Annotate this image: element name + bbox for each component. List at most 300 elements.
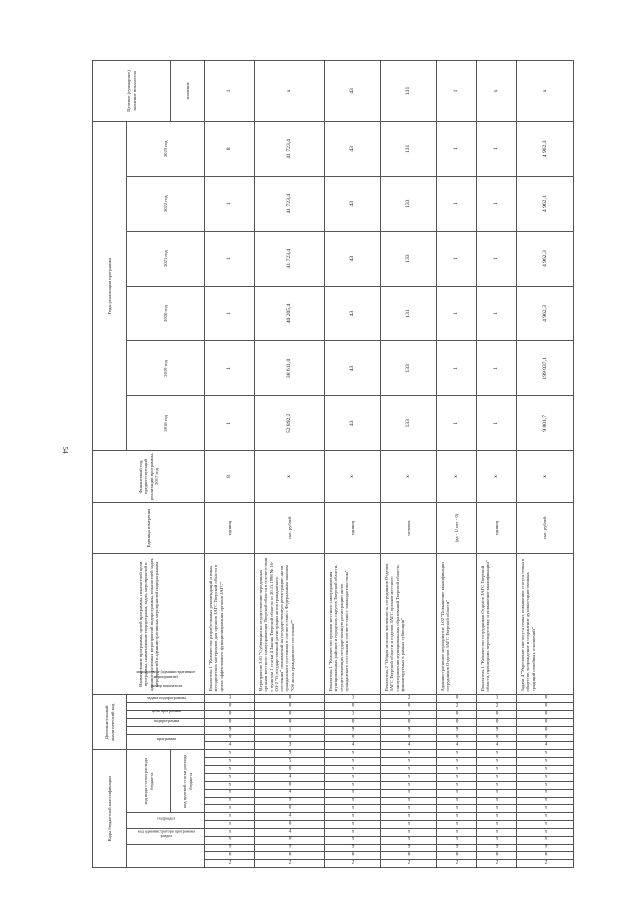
code-digit: 0 (544, 710, 547, 717)
year-value-cell: 1 (205, 231, 255, 286)
code-digit: 0 (495, 710, 499, 717)
code-cell (325, 821, 381, 829)
code-digit: x (544, 781, 547, 788)
code-digit: 0 (288, 734, 292, 741)
code-digit: 0 (407, 734, 411, 741)
code-digit: 9 (288, 843, 292, 850)
year-value-cell: 131 (381, 286, 437, 341)
code-cell (517, 711, 574, 719)
table-row (325, 61, 381, 868)
code-digit: x (544, 836, 547, 843)
program-code-group-header: Дополнительный аналитический код (93, 695, 127, 750)
year-value-cell: 41 723,4 (255, 121, 325, 176)
code-cell (255, 844, 325, 852)
code-digit: 9 (351, 726, 355, 733)
code-cell (325, 695, 381, 703)
code-cell (205, 821, 255, 829)
code-digit: x (544, 820, 547, 827)
code-cell (477, 711, 517, 719)
code-cell (517, 813, 574, 821)
year-value-cell: 1 (205, 286, 255, 341)
code-cell (437, 703, 477, 711)
code-digit: 0 (288, 718, 292, 725)
code-digit: x (351, 828, 355, 835)
code-digit: x (544, 765, 547, 772)
code-cell (255, 852, 325, 860)
code-cell (205, 781, 255, 789)
code-cell (381, 813, 437, 821)
code-cell (205, 695, 255, 703)
code-cell (477, 695, 517, 703)
year-value-cell: 43 (325, 341, 381, 396)
code-cell (205, 797, 255, 805)
year-value-cell: 1 (437, 121, 477, 176)
base-year-cell: 8 (205, 451, 255, 503)
subprogram-header: подпрограмма (127, 726, 205, 734)
code-cell (205, 742, 255, 750)
code-cell (381, 758, 437, 766)
code-digit: x (544, 789, 547, 796)
code-cell (205, 828, 255, 836)
target-value-cell: 1 (437, 61, 477, 122)
row-name-cell: Показатель 1 "Количество сотрудников Отделов ЗАГС Тверской области, прошедших переподготовку и повышение квалификации" (477, 554, 517, 695)
code-cell (205, 774, 255, 782)
year-2018-header: 2018 год (127, 396, 205, 451)
year-value-cell: 1 (477, 286, 517, 341)
code-digit: x (544, 773, 547, 780)
code-cell (255, 695, 325, 703)
subsection-header: подраздел (127, 813, 205, 829)
page-number: 54 (61, 446, 69, 454)
code-digit: x (351, 781, 355, 788)
base-year-cell: x (517, 451, 574, 503)
code-cell (381, 821, 437, 829)
code-digit: x (495, 836, 499, 843)
code-digit: 6 (495, 851, 499, 858)
code-cell (255, 703, 325, 711)
code-digit: 4 (407, 741, 411, 748)
code-cell (517, 742, 574, 750)
code-cell (325, 758, 381, 766)
target-value-cell: 1 (205, 61, 255, 122)
code-digit: 1 (495, 694, 499, 701)
code-cell (437, 711, 477, 719)
code-cell (205, 805, 255, 813)
code-cell (381, 860, 437, 868)
code-cell (477, 860, 517, 868)
year-value-cell: 4 962,3 (517, 121, 574, 176)
code-cell (517, 774, 574, 782)
code-digit: 4 (288, 773, 292, 780)
code-cell (381, 844, 437, 852)
code-digit: x (228, 781, 232, 788)
code-digit: x (495, 781, 499, 788)
measure-header: мероприятие (административное мероприятие) (127, 703, 205, 711)
code-digit: 0 (351, 734, 355, 741)
code-digit: 1 (351, 710, 355, 717)
code-digit: 9 (407, 843, 411, 850)
code-cell (205, 852, 255, 860)
year-value-cell: 43 (325, 286, 381, 341)
table-row (381, 61, 437, 868)
year-value-cell: 4 962,3 (517, 286, 574, 341)
code-cell (205, 703, 255, 711)
code-cell (517, 797, 574, 805)
code-cell (477, 781, 517, 789)
code-digit: x (351, 812, 355, 819)
unit-cell: единиц (205, 502, 255, 554)
code-digit: 9 (228, 726, 232, 733)
code-digit: x (407, 773, 411, 780)
code-digit: 2 (544, 859, 547, 866)
code-digit: x (351, 804, 355, 811)
code-digit: x (407, 828, 411, 835)
year-value-cell: 9 801,7 (517, 396, 574, 451)
code-digit: 4 (495, 741, 499, 748)
table-row (205, 61, 255, 868)
program-header: программа (127, 734, 205, 750)
codes-group-header: Коды бюджетной классификации (93, 750, 127, 868)
code-cell (437, 813, 477, 821)
code-digit: x (228, 765, 232, 772)
code-digit: x (455, 796, 459, 803)
task-header: задача подпрограммы (127, 711, 205, 719)
year-value-cell: 1 (205, 396, 255, 451)
code-cell (517, 821, 574, 829)
code-digit: x (407, 749, 411, 756)
code-cell (205, 726, 255, 734)
code-digit: 9 (351, 843, 355, 850)
code-digit: x (228, 796, 232, 803)
code-digit: x (455, 757, 459, 764)
goal-header: цель программы (127, 719, 205, 727)
code-digit: x (228, 820, 232, 827)
code-cell (325, 828, 381, 836)
code-cell (381, 828, 437, 836)
code-cell (325, 766, 381, 774)
row-name-cell: Мероприятие 3.01 "Субвенции на осуществление переданных органам местного самоуправления Тверской области в соответствии с пунктом 1 статьи 4 Закона Тверской области от 20.11.1998 № 16-ОЗ-2 "О государственной регистрации актов гражданского состояния" полномочий на государственную регистрацию актов гражданского состояния в соответствии с Федеральным законом "Об актах гражданского состояния"" (255, 554, 325, 695)
code-digit: 2 (495, 859, 499, 866)
code-digit: 1 (407, 710, 411, 717)
code-cell (381, 781, 437, 789)
code-cell (437, 797, 477, 805)
code-digit: x (495, 773, 499, 780)
code-digit: x (455, 789, 459, 796)
code-cell (255, 766, 325, 774)
row-name-cell: Задача 4 "Укрепление института семьи, повышение статуса семьи в обществе, возрождение и сохранение духовно-нравственных традиций семейных отношений" (517, 554, 574, 695)
table-row (255, 61, 325, 868)
row-name-cell: Показатель 1 "Количество разработанных рекомендаций и иных методических материалов для органов ЗАГС Тверской области в целях эффективного функционирования органов ЗАГС" (205, 554, 255, 695)
code-digit: 4 (351, 741, 355, 748)
year-2022-header: 2022 год (127, 176, 205, 231)
code-digit: 0 (228, 702, 232, 709)
code-digit: 9 (544, 843, 547, 850)
code-digit: x (351, 757, 355, 764)
code-cell (325, 742, 381, 750)
indicator-number-header: номер показателя (127, 695, 205, 703)
base-year-cell: x (255, 451, 325, 503)
code-digit: x (407, 781, 411, 788)
code-digit: 0 (351, 718, 355, 725)
unit-cell: тыс. рублей (517, 502, 574, 554)
code-digit: x (351, 765, 355, 772)
code-cell (255, 828, 325, 836)
code-cell (255, 860, 325, 868)
code-cell (437, 726, 477, 734)
code-digit: 2 (407, 859, 411, 866)
code-cell (437, 821, 477, 829)
code-cell (477, 821, 517, 829)
year-value-cell: 1 (205, 341, 255, 396)
code-digit: x (455, 828, 459, 835)
code-digit: 4 (544, 741, 547, 748)
code-digit: 6 (288, 851, 292, 858)
code-digit: 1 (288, 726, 292, 733)
code-cell (205, 711, 255, 719)
code-cell (477, 719, 517, 727)
table-row (517, 61, 574, 868)
base-year-cell: x (325, 451, 381, 503)
budget-table (92, 60, 574, 868)
code-cell (381, 766, 437, 774)
code-digit: x (455, 836, 459, 843)
code-digit: 9 (495, 726, 499, 733)
code-cell (205, 844, 255, 852)
code-digit: x (495, 757, 499, 764)
target-value-header: Целевое (суммарное) значение показателя (93, 61, 171, 122)
code-digit: x (495, 820, 499, 827)
code-digit: x (455, 781, 459, 788)
target-value-cell: 43 (325, 61, 381, 122)
code-cell (517, 719, 574, 727)
target-article-code-header: код целевой статьи расхода бюджета (171, 750, 205, 813)
code-digit: x (455, 765, 459, 772)
code-cell (325, 852, 381, 860)
base-year-cell: x (381, 451, 437, 503)
year-value-cell: 8 (205, 121, 255, 176)
code-cell (255, 750, 325, 758)
code-digit: x (544, 749, 547, 756)
code-digit: x (495, 828, 499, 835)
code-digit: x (407, 796, 411, 803)
code-cell (477, 703, 517, 711)
code-digit: x (351, 820, 355, 827)
code-digit: x (228, 812, 232, 819)
code-cell (437, 766, 477, 774)
code-digit: 6 (228, 851, 232, 858)
code-cell (255, 711, 325, 719)
code-digit: x (495, 789, 499, 796)
table-row (437, 61, 477, 868)
year-value-cell: 52 892,2 (255, 396, 325, 451)
code-cell (517, 750, 574, 758)
code-digit: x (455, 773, 459, 780)
code-digit: 0 (455, 734, 459, 741)
code-digit: 2 (288, 859, 292, 866)
code-digit: x (407, 804, 411, 811)
code-digit: x (495, 765, 499, 772)
code-cell (325, 719, 381, 727)
code-digit: 0 (288, 820, 292, 827)
code-cell (477, 813, 517, 821)
code-digit: 9 (455, 726, 459, 733)
code-digit: 0 (288, 702, 292, 709)
base-year-cell: x (437, 451, 477, 503)
code-digit: 0 (495, 718, 499, 725)
code-digit: x (228, 789, 232, 796)
year-value-cell: 41 723,4 (255, 176, 325, 231)
unit-cell: единиц (325, 502, 381, 554)
year-value-cell: 1 (437, 286, 477, 341)
code-cell (477, 774, 517, 782)
target-value-cell: x (517, 61, 574, 122)
code-digit: x (455, 820, 459, 827)
year-value-cell: 43 (325, 176, 381, 231)
code-cell (517, 828, 574, 836)
target-value-cell: 131 (381, 61, 437, 122)
code-cell (517, 758, 574, 766)
code-cell (325, 774, 381, 782)
code-cell (255, 805, 325, 813)
code-cell (255, 813, 325, 821)
code-cell (381, 742, 437, 750)
code-digit: x (495, 804, 499, 811)
code-cell (205, 766, 255, 774)
unit-cell: тыс. рублей (255, 502, 325, 554)
code-cell (381, 695, 437, 703)
code-digit: 9 (455, 843, 459, 850)
year-value-cell: 43 (325, 396, 381, 451)
code-cell (205, 860, 255, 868)
year-value-cell: 1 (477, 176, 517, 231)
code-digit: 4 (455, 741, 459, 748)
code-cell (255, 821, 325, 829)
code-digit: 5 (288, 757, 292, 764)
code-cell (477, 844, 517, 852)
code-digit: 9 (407, 726, 411, 733)
year-value-cell: 4 962,1 (517, 176, 574, 231)
code-cell (325, 860, 381, 868)
year-value-cell: 4 962,3 (517, 231, 574, 286)
unit-cell: человек (381, 502, 437, 554)
code-digit: 0 (544, 694, 547, 701)
code-cell (517, 860, 574, 868)
years-group-header: Годы реализации программы (93, 121, 127, 450)
code-cell (477, 750, 517, 758)
code-cell (477, 726, 517, 734)
code-digit: 0 (544, 734, 547, 741)
code-cell (255, 742, 325, 750)
code-digit: 9 (288, 796, 292, 803)
code-cell (517, 805, 574, 813)
code-cell (325, 805, 381, 813)
code-digit: x (455, 804, 459, 811)
code-cell (205, 719, 255, 727)
row-name-cell: Административное мероприятие 1.02 "Повышение квалификации сотрудников Отделов ЗАГС Тверской области" (437, 554, 477, 695)
code-cell (381, 750, 437, 758)
unit-cell: (да - 1/ нет - 0) (437, 502, 477, 554)
code-cell (477, 805, 517, 813)
year-value-cell: 1 (477, 231, 517, 286)
year-value-cell: 1 (477, 341, 517, 396)
table-row (477, 61, 517, 868)
code-digit: x (407, 812, 411, 819)
code-cell (255, 774, 325, 782)
code-cell (205, 813, 255, 821)
code-digit: 6 (351, 851, 355, 858)
code-digit: x (228, 773, 232, 780)
code-digit: x (228, 828, 232, 835)
code-cell (255, 781, 325, 789)
year-value-cell: 38 611,0 (255, 341, 325, 396)
target-value-cell: x (255, 61, 325, 122)
code-digit: 2 (351, 859, 355, 866)
section-header: раздел (127, 828, 205, 844)
base-year-cell: x (477, 451, 517, 503)
unit-column-header: Единица измерения (93, 502, 205, 554)
code-cell (325, 726, 381, 734)
code-digit: 2 (455, 702, 459, 709)
code-cell (437, 860, 477, 868)
row-name-cell: Показатель 1 "Количество органов местного самоуправления муниципальных районов и городских округов Тверской области, осуществляющих государственную регистрацию актов гражданского состояния в соответствии с законодательством" (325, 554, 381, 695)
rotated-table-wrapper (92, 60, 574, 868)
code-digit: 2 (407, 694, 411, 701)
year-value-cell: 1 (437, 231, 477, 286)
code-cell (381, 726, 437, 734)
year-value-cell: 43 (325, 121, 381, 176)
code-digit: x (495, 796, 499, 803)
code-digit: x (544, 812, 547, 819)
code-cell (325, 711, 381, 719)
admin-code-header: код администратора программы (127, 844, 205, 867)
code-cell (517, 781, 574, 789)
code-cell (205, 750, 255, 758)
code-digit: x (544, 757, 547, 764)
code-cell (437, 828, 477, 836)
code-cell (381, 703, 437, 711)
code-cell (517, 726, 574, 734)
code-cell (437, 719, 477, 727)
code-cell (437, 750, 477, 758)
code-digit: 0 (228, 710, 232, 717)
year-value-cell: 133 (381, 341, 437, 396)
name-column-header: Наименование программы, целей программы, показателей цели программы, наименование подпрограмм, задач, мероприятий и административных мероприятий подпрограммы, показателей задач, мероприятий и административных мероприятий подпрограммы (93, 554, 205, 695)
code-cell (437, 774, 477, 782)
code-digit: 1 (228, 694, 232, 701)
code-digit: 3 (288, 741, 292, 748)
code-digit: 6 (455, 851, 459, 858)
code-digit: x (228, 757, 232, 764)
code-digit: 9 (228, 843, 232, 850)
code-cell (381, 797, 437, 805)
code-digit: 0 (544, 718, 547, 725)
code-cell (381, 805, 437, 813)
code-cell (381, 719, 437, 727)
target-value-cell: x (477, 61, 517, 122)
code-digit: x (351, 749, 355, 756)
code-digit: x (407, 820, 411, 827)
year-value-cell: 41 723,4 (255, 231, 325, 286)
target-sub-header: значение (171, 61, 205, 122)
code-cell (477, 828, 517, 836)
code-digit: 0 (407, 718, 411, 725)
code-cell (437, 695, 477, 703)
code-digit: x (544, 828, 547, 835)
code-digit: 0 (228, 734, 232, 741)
code-digit: 0 (544, 702, 547, 709)
code-digit: 4 (288, 828, 292, 835)
code-digit: 0 (288, 804, 292, 811)
